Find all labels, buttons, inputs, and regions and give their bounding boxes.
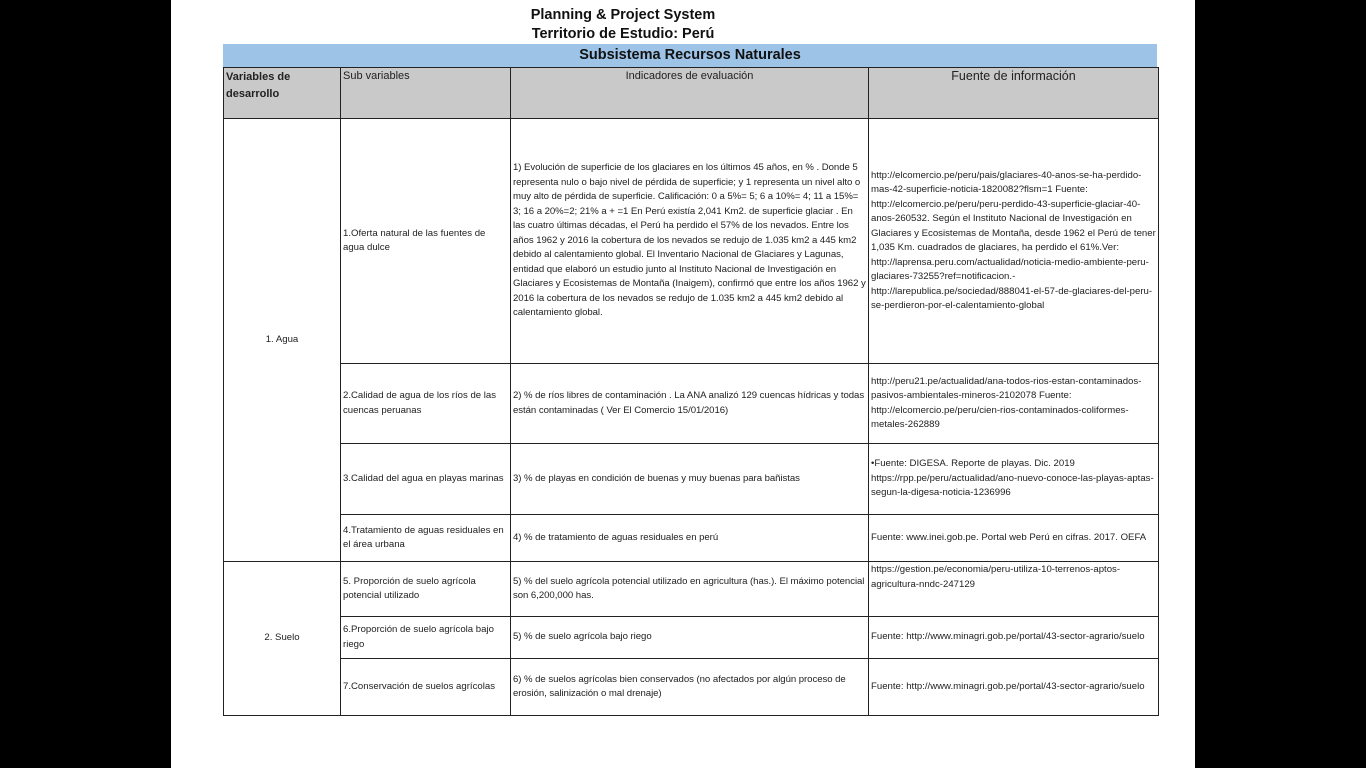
sub-variable-cell: 7.Conservación de suelos agrícolas [341, 659, 511, 716]
section-band: Subsistema Recursos Naturales [223, 44, 1157, 67]
sub-variable-cell: 2.Calidad de agua de los ríos de las cuencas peruanas [341, 364, 511, 444]
sub-variable-cell: 3.Calidad del agua en playas marinas [341, 444, 511, 515]
table-row [224, 515, 1159, 562]
page-title: Planning & Project System [530, 7, 716, 23]
indicator-cell: 2) % de ríos libres de contaminación . La ANA analizó 129 cuencas hídricas y todas están contaminadas ( Ver El Comercio 15/01/2016) [511, 364, 869, 444]
table-row [224, 364, 1159, 444]
table-row [224, 659, 1159, 716]
header-variables: Variables de desarrollo [224, 68, 341, 119]
header-fuente: Fuente de información [869, 68, 1159, 119]
indicator-cell: 3) % de playas en condición de buenas y muy buenas para bañistas [511, 444, 869, 515]
variable-cell: 2. Suelo [224, 562, 341, 716]
indicators-table [223, 67, 1159, 716]
spreadsheet-page [171, 0, 1195, 768]
indicator-cell: 6) % de suelos agrícolas bien conservados (no afectados por algún proceso de erosión, salinización o mal drenaje) [511, 659, 869, 716]
source-cell: Fuente: http://www.minagri.gob.pe/portal/43-sector-agrario/suelo [869, 659, 1159, 716]
source-cell: Fuente: http://www.minagri.gob.pe/portal/43-sector-agrario/suelo [869, 617, 1159, 659]
sub-variable-cell: 6.Proporción de suelo agrícola bajo riego [341, 617, 511, 659]
table-row [224, 119, 1159, 364]
source-cell: http://elcomercio.pe/peru/pais/glaciares-40-anos-se-ha-perdido-mas-42-superficie-noticia-1820082?flsm=1 Fuente: http://elcomercio.pe/peru/peru-perdido-43-superficie-glaciar-40-anos-260532. Según el Instituto Nacional de Investigación en Glaciares y Ecosistemas de Montaña, desde 1962 el Perú de tener 1,035 Km. cuadrados de glaciares, ha perdido el 61%.Ver: http://laprensa.peru.com/actualidad/noticia-medio-ambiente-peru-glaciares-73255?ref=notificacion.- http://larepublica.pe/sociedad/888041-el-57-de-glaciares-del-peru-se-perdieron-por-el-calentamiento-global [869, 119, 1159, 364]
sub-variable-cell: 4.Tratamiento de aguas residuales en el área urbana [341, 515, 511, 562]
sub-variable-cell: 5. Proporción de suelo agrícola potencial utilizado [341, 562, 511, 617]
source-cell: •Fuente: DIGESA. Reporte de playas. Dic. 2019 https://rpp.pe/peru/actualidad/ano-nuevo-conoce-las-playas-aptas-segun-la-digesa-noticia-1236996 [869, 444, 1159, 515]
page-subtitle: Territorio de Estudio: Perú [531, 26, 715, 42]
table-header-row [224, 68, 1159, 119]
table-row [224, 617, 1159, 659]
indicator-cell: 4) % de tratamiento de aguas residuales en perú [511, 515, 869, 562]
table-row [224, 444, 1159, 515]
header-indicadores: Indicadores de evaluación [511, 68, 869, 119]
variable-cell: 1. Agua [224, 119, 341, 562]
header-sub-variables: Sub variables [341, 68, 511, 119]
table-row [224, 562, 1159, 617]
source-cell: https://gestion.pe/economia/peru-utiliza-10-terrenos-aptos-agricultura-nndc-247129 [869, 562, 1159, 617]
source-cell: http://peru21.pe/actualidad/ana-todos-rios-estan-contaminados-pasivos-ambientales-mineros-2102078 Fuente: http://elcomercio.pe/peru/cien-rios-contaminados-coliformes-metales-262889 [869, 364, 1159, 444]
indicator-cell: 5) % del suelo agrícola potencial utilizado en agricultura (has.). El máximo potencial son 6,200,000 has. [511, 562, 869, 617]
indicator-cell: 1) Evolución de superficie de los glaciares en los últimos 45 años, en % . Donde 5 representa nulo o bajo nivel de pérdida de superficie; y 1 representa un nivel alto o muy alto de pérdida de superficie. Calificación: 0 a 5%= 5; 6 a 10%= 4; 11 a 15%= 3; 16 a 20%=2; 21% a + =1 En Perú existía 2,041 Km2. de superficie glaciar . En las cuatro últimas décadas, el Perú ha perdido el 57% de los nevados. Entre los años 1962 y 2016 la cobertura de los nevados se redujo de 1.035 km2 a 445 km2 debido al calentamiento global. El Inventario Nacional de Glaciares y Lagunas, entidad que elaboró un estudio junto al Instituto Nacional de Investigación en Glaciares y Ecosistemas de Montaña (Inaigem), confirmó que entre los años 1962 y 2016 la cobertura de los nevados se redujo de 1.035 km2 a 445 km2 debido al calentamiento global. [511, 119, 869, 364]
indicator-cell: 5) % de suelo agrícola bajo riego [511, 617, 869, 659]
source-cell: Fuente: www.inei.gob.pe. Portal web Perú en cifras. 2017. OEFA [869, 515, 1159, 562]
sub-variable-cell: 1.Oferta natural de las fuentes de agua dulce [341, 119, 511, 364]
